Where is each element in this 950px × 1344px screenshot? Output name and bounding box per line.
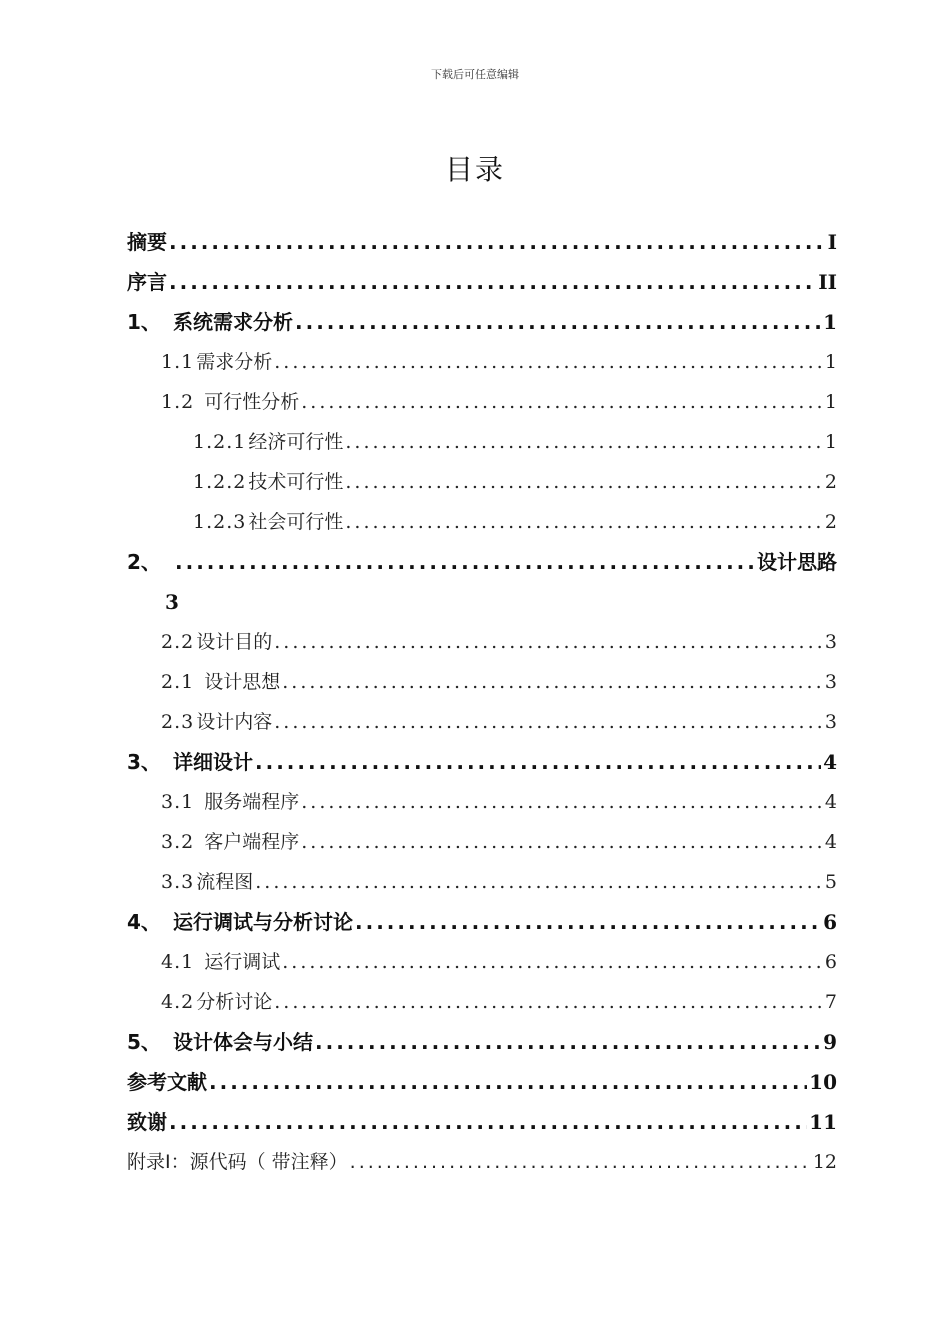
- dot-leader: [295, 302, 821, 342]
- toc-entry-page: 10: [809, 1070, 837, 1094]
- toc-entry-2-3[interactable]: [127, 702, 837, 742]
- toc-entry-appendix[interactable]: [127, 1142, 837, 1182]
- toc-entry-page: 2: [824, 511, 837, 533]
- toc-entry-chapter-4[interactable]: [127, 902, 837, 942]
- toc-entry-label: 详细设计: [173, 750, 253, 774]
- toc-entry-page: 4: [823, 750, 837, 774]
- toc-entry-label: 系统需求分析: [173, 310, 293, 334]
- dot-leader: [301, 822, 823, 862]
- toc-entry-number: 3.1: [161, 791, 195, 813]
- toc-entry-acknowledgements[interactable]: [127, 1102, 837, 1142]
- toc-entry-label: 参考文献: [127, 1070, 207, 1094]
- toc-entry-page: 1: [824, 351, 837, 373]
- toc-entry-number: 3、: [127, 750, 161, 774]
- dot-leader: [345, 462, 823, 502]
- toc-entry-page: 6: [823, 910, 837, 934]
- page-title: 目录: [444, 153, 505, 186]
- dot-leader: [169, 222, 826, 262]
- toc-entry-label: 分析讨论: [196, 991, 273, 1013]
- toc-entry-4-1[interactable]: [127, 942, 837, 982]
- toc-entry-page: 3: [824, 671, 837, 693]
- dot-leader: [315, 1022, 821, 1062]
- toc-entry-3-1[interactable]: [127, 782, 837, 822]
- dot-leader: [355, 902, 821, 942]
- toc-entry-1-2-2[interactable]: [127, 462, 837, 502]
- dot-leader: [274, 982, 823, 1022]
- toc-entry-2-1[interactable]: [127, 662, 837, 702]
- toc-entry-number: 2.1: [161, 671, 195, 693]
- toc-entry-page: 3: [824, 631, 837, 653]
- toc-entry-number: 4.2: [161, 991, 195, 1013]
- toc-entry-label: 设计内容: [196, 711, 273, 733]
- toc-entry-label: 可行性分析: [204, 391, 300, 413]
- toc-entry-number: 1.2: [161, 391, 195, 413]
- dot-leader: [274, 622, 823, 662]
- toc-entry-preface[interactable]: [127, 262, 837, 302]
- toc-entry-2-2[interactable]: [127, 622, 837, 662]
- toc-entry-page: 4: [824, 831, 837, 853]
- toc-entry-page: 3: [165, 590, 179, 614]
- dot-leader: [274, 702, 823, 742]
- toc-entry-label: 流程图: [196, 871, 254, 893]
- toc-entry-page: I: [827, 230, 837, 254]
- dot-leader: [282, 942, 823, 982]
- toc-entry-number: 2、: [127, 550, 161, 574]
- toc-entry-chapter-5[interactable]: [127, 1022, 837, 1062]
- toc-entry-page: 1: [824, 431, 837, 453]
- toc-entry-number: 2.3: [161, 711, 195, 733]
- dot-leader: [169, 1102, 807, 1142]
- toc-entry-3-3[interactable]: [127, 862, 837, 902]
- toc-entry-number: 5、: [127, 1030, 161, 1054]
- toc-entry-label: 设计思路: [757, 550, 837, 574]
- dot-leader: [169, 262, 816, 302]
- dot-leader: [301, 382, 823, 422]
- toc-entry-references[interactable]: [127, 1062, 837, 1102]
- toc-entry-4-2[interactable]: [127, 982, 837, 1022]
- toc-entry-1-2-3[interactable]: [127, 502, 837, 542]
- dot-leader: [255, 742, 821, 782]
- toc-entry-label: 运行调试: [204, 951, 281, 973]
- toc-entry-label: 客户端程序: [204, 831, 300, 853]
- toc-entry-label: 附录I：源代码（ 带注释）: [127, 1151, 348, 1173]
- toc-entry-page: 3: [824, 711, 837, 733]
- toc-entry-label: 服务端程序: [204, 791, 300, 813]
- toc-entry-number: 4、: [127, 910, 161, 934]
- dot-leader: [282, 662, 823, 702]
- toc-entry-page: 1: [824, 391, 837, 413]
- toc-entry-number: 2.2: [161, 631, 195, 653]
- dot-leader: [255, 862, 823, 902]
- dot-leader: [274, 342, 823, 382]
- toc-entry-chapter-3[interactable]: [127, 742, 837, 782]
- toc-entry-1-2-1[interactable]: [127, 422, 837, 462]
- toc-entry-1-1[interactable]: [127, 342, 837, 382]
- toc-entry-page: 2: [824, 471, 837, 493]
- toc-entry-label: 社会可行性: [248, 511, 344, 533]
- toc-entry-number: 1.1: [161, 351, 195, 373]
- toc-entry-label: 技术可行性: [248, 471, 344, 493]
- dot-leader: [209, 1062, 807, 1102]
- dot-leader: [175, 542, 755, 582]
- toc-entry-page: 1: [823, 310, 837, 334]
- toc-entry-page: 5: [824, 871, 837, 893]
- toc-entry-page: 4: [824, 791, 837, 813]
- toc-entry-number: 4.1: [161, 951, 195, 973]
- toc-entry-label: 设计思想: [204, 671, 281, 693]
- toc-entry-label: 设计体会与小结: [173, 1030, 313, 1054]
- toc-entry-page: 11: [809, 1110, 837, 1134]
- toc-entry-number: 1.2.2: [193, 471, 247, 493]
- toc-entry-label: 致谢: [127, 1110, 167, 1134]
- toc-entry-chapter-1[interactable]: [127, 302, 837, 342]
- toc-entry-number: 1.2.3: [193, 511, 247, 533]
- toc-entry-label: 运行调试与分析讨论: [173, 910, 353, 934]
- header-note: 下载后可任意编辑: [431, 68, 519, 81]
- toc-entry-page: 12: [812, 1151, 837, 1173]
- toc-entry-label: 设计目的: [196, 631, 273, 653]
- toc-entry-1-2[interactable]: [127, 382, 837, 422]
- toc-entry-label: 摘要: [127, 230, 167, 254]
- toc-entry-abstract[interactable]: [127, 222, 837, 262]
- dot-leader: [345, 502, 823, 542]
- toc-entry-page: II: [818, 270, 837, 294]
- dot-leader: [350, 1142, 811, 1182]
- toc-entry-label: 需求分析: [196, 351, 273, 373]
- toc-entry-number: 3.3: [161, 871, 195, 893]
- dot-leader: [301, 782, 823, 822]
- dot-leader: [345, 422, 823, 462]
- toc-entry-page: 7: [824, 991, 837, 1013]
- toc-entry-number: 1、: [127, 310, 161, 334]
- toc-entry-label: 序言: [127, 270, 167, 294]
- table-of-contents: [127, 222, 837, 1182]
- toc-entry-number: 1.2.1: [193, 431, 247, 453]
- toc-entry-page: 9: [823, 1030, 837, 1054]
- toc-entry-number: 3.2: [161, 831, 195, 853]
- toc-entry-chapter-2[interactable]: [127, 542, 837, 582]
- toc-entry-page: 6: [824, 951, 837, 973]
- toc-entry-label: 经济可行性: [248, 431, 344, 453]
- toc-entry-3-2[interactable]: [127, 822, 837, 862]
